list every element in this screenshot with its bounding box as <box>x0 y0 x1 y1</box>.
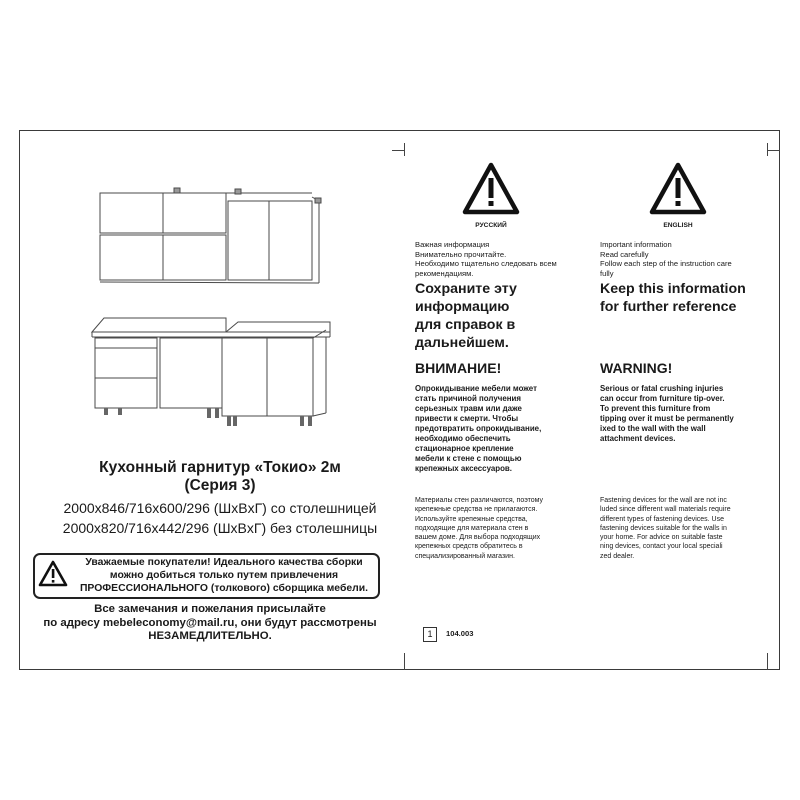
russian-important-info <box>415 240 595 278</box>
crop-mark <box>767 653 768 670</box>
english-fastening-note <box>600 496 770 561</box>
product-dimensions <box>20 498 420 538</box>
english-keep-info <box>600 280 770 316</box>
contact-email-line: по адресу mebeleconomy@mail.ru, они будут рассмотрены <box>43 616 377 629</box>
info-line: Read carefully <box>600 249 649 259</box>
warning-line: мебели к стене с помощью <box>415 454 522 463</box>
warning-line: attachment devices. <box>600 434 676 443</box>
keep-line: Сохраните эту <box>415 281 517 297</box>
warning-line: Serious or fatal crushing injuries <box>600 384 724 393</box>
crop-mark <box>767 150 780 151</box>
product-series: (Серия 3) <box>184 477 256 494</box>
note-line: Материалы стен различаются, поэтому <box>415 497 544 504</box>
product-title <box>20 459 420 495</box>
kitchen-set-illustration <box>90 185 340 435</box>
warning-triangle-icon <box>648 161 708 217</box>
assembly-notice <box>70 556 378 595</box>
product-title-line: Кухонный гарнитур «Токио» 2м <box>99 459 341 476</box>
info-line: Необходимо тщательно следовать всем <box>415 259 557 269</box>
keep-line: Keep this information <box>600 281 746 297</box>
warning-line: ixed to the wall with the wall <box>600 424 706 433</box>
english-language-label: ENGLISH <box>663 222 693 229</box>
warning-line: tipping over it must be permanently <box>600 414 734 423</box>
warning-line: стать причиной получения <box>415 394 521 403</box>
note-line: Используйте крепежные средства, <box>415 515 528 523</box>
dimensions-without-top: 2000x820/716x442/296 (ШxВxГ) без столешницы <box>62 520 378 536</box>
note-line: подходящие для материала стен в <box>415 524 529 532</box>
english-important-info <box>600 240 770 278</box>
note-line: your home. For advice on suitable faste <box>600 534 723 542</box>
keep-line: дальнейшем. <box>415 335 509 351</box>
notice-line: Уважаемые покупатели! Идеального качества сборки <box>85 557 363 568</box>
english-warning-text <box>600 384 770 444</box>
warning-triangle-icon <box>461 161 521 217</box>
note-line: крепежные средства не прилагаются. <box>415 506 538 514</box>
note-line: different types of fastening devices. Use <box>600 515 724 523</box>
keep-line: информацию <box>415 299 510 315</box>
contact-info <box>25 603 395 644</box>
russian-warning-text <box>415 384 595 474</box>
contact-line: НЕЗАМЕДЛИТЕЛЬНО. <box>148 630 272 642</box>
notice-line: ПРОФЕССИОНАЛЬНОГО (толкового) сборщика мебели. <box>79 583 369 594</box>
notice-line: можно добиться только путем привлечения <box>109 570 339 581</box>
warning-line: Опрокидывание мебели может <box>415 384 537 393</box>
note-line: специализированный магазин. <box>415 552 515 560</box>
warning-icon <box>38 560 68 587</box>
warning-line: can occur from furniture tip-over. <box>600 394 725 403</box>
warning-line: To prevent this furniture from <box>600 404 711 413</box>
russian-fastening-note <box>415 496 595 561</box>
contact-line: Все замечания и пожелания присылайте <box>94 603 326 615</box>
info-line: Внимательно прочитайте. <box>415 249 507 259</box>
warning-line: крепежных аксессуаров. <box>415 464 512 473</box>
crop-mark <box>404 653 405 670</box>
note-line: zed dealer. <box>600 552 635 560</box>
keep-line: для справок в <box>415 317 516 333</box>
info-line: Важная информация <box>415 240 490 249</box>
russian-language-label: РУССКИЙ <box>475 222 507 229</box>
note-line: Fastening devices for the wall are not inc <box>600 497 727 504</box>
warning-line: серьезных травм или даже <box>415 404 522 413</box>
dimensions-with-top: 2000x846/716x600/296 (ШxВxГ) со столешницей <box>63 500 377 516</box>
warning-line: привести к смерти. Чтобы <box>415 414 519 423</box>
info-line: fully <box>600 268 614 278</box>
keep-line: for further reference <box>600 299 737 315</box>
info-line: Important information <box>600 240 672 249</box>
note-line: luded since different wall materials require <box>600 506 731 514</box>
info-line: Follow each step of the instruction care <box>600 259 732 269</box>
russian-keep-info <box>415 280 595 352</box>
document-code: 104.003 <box>446 629 474 638</box>
warning-line: необходимо обеспечить <box>415 434 511 443</box>
note-line: крепежных средств обратитесь в <box>415 543 523 551</box>
info-line: рекомендациям. <box>415 268 474 278</box>
note-line: вашем доме. Для выбора подходящих <box>415 534 541 542</box>
warning-line: предотвратить опрокидывание, <box>415 424 542 433</box>
russian-warning-title: ВНИМАНИЕ! <box>415 360 502 376</box>
note-line: fastening devices suitable for the walls in <box>600 524 727 532</box>
page-number: 1 <box>423 627 437 642</box>
note-line: ning devices, contact your local speciali <box>600 543 723 551</box>
english-warning-title: WARNING! <box>600 360 673 376</box>
crop-mark <box>392 150 405 151</box>
warning-line: стационарное крепление <box>415 444 514 453</box>
